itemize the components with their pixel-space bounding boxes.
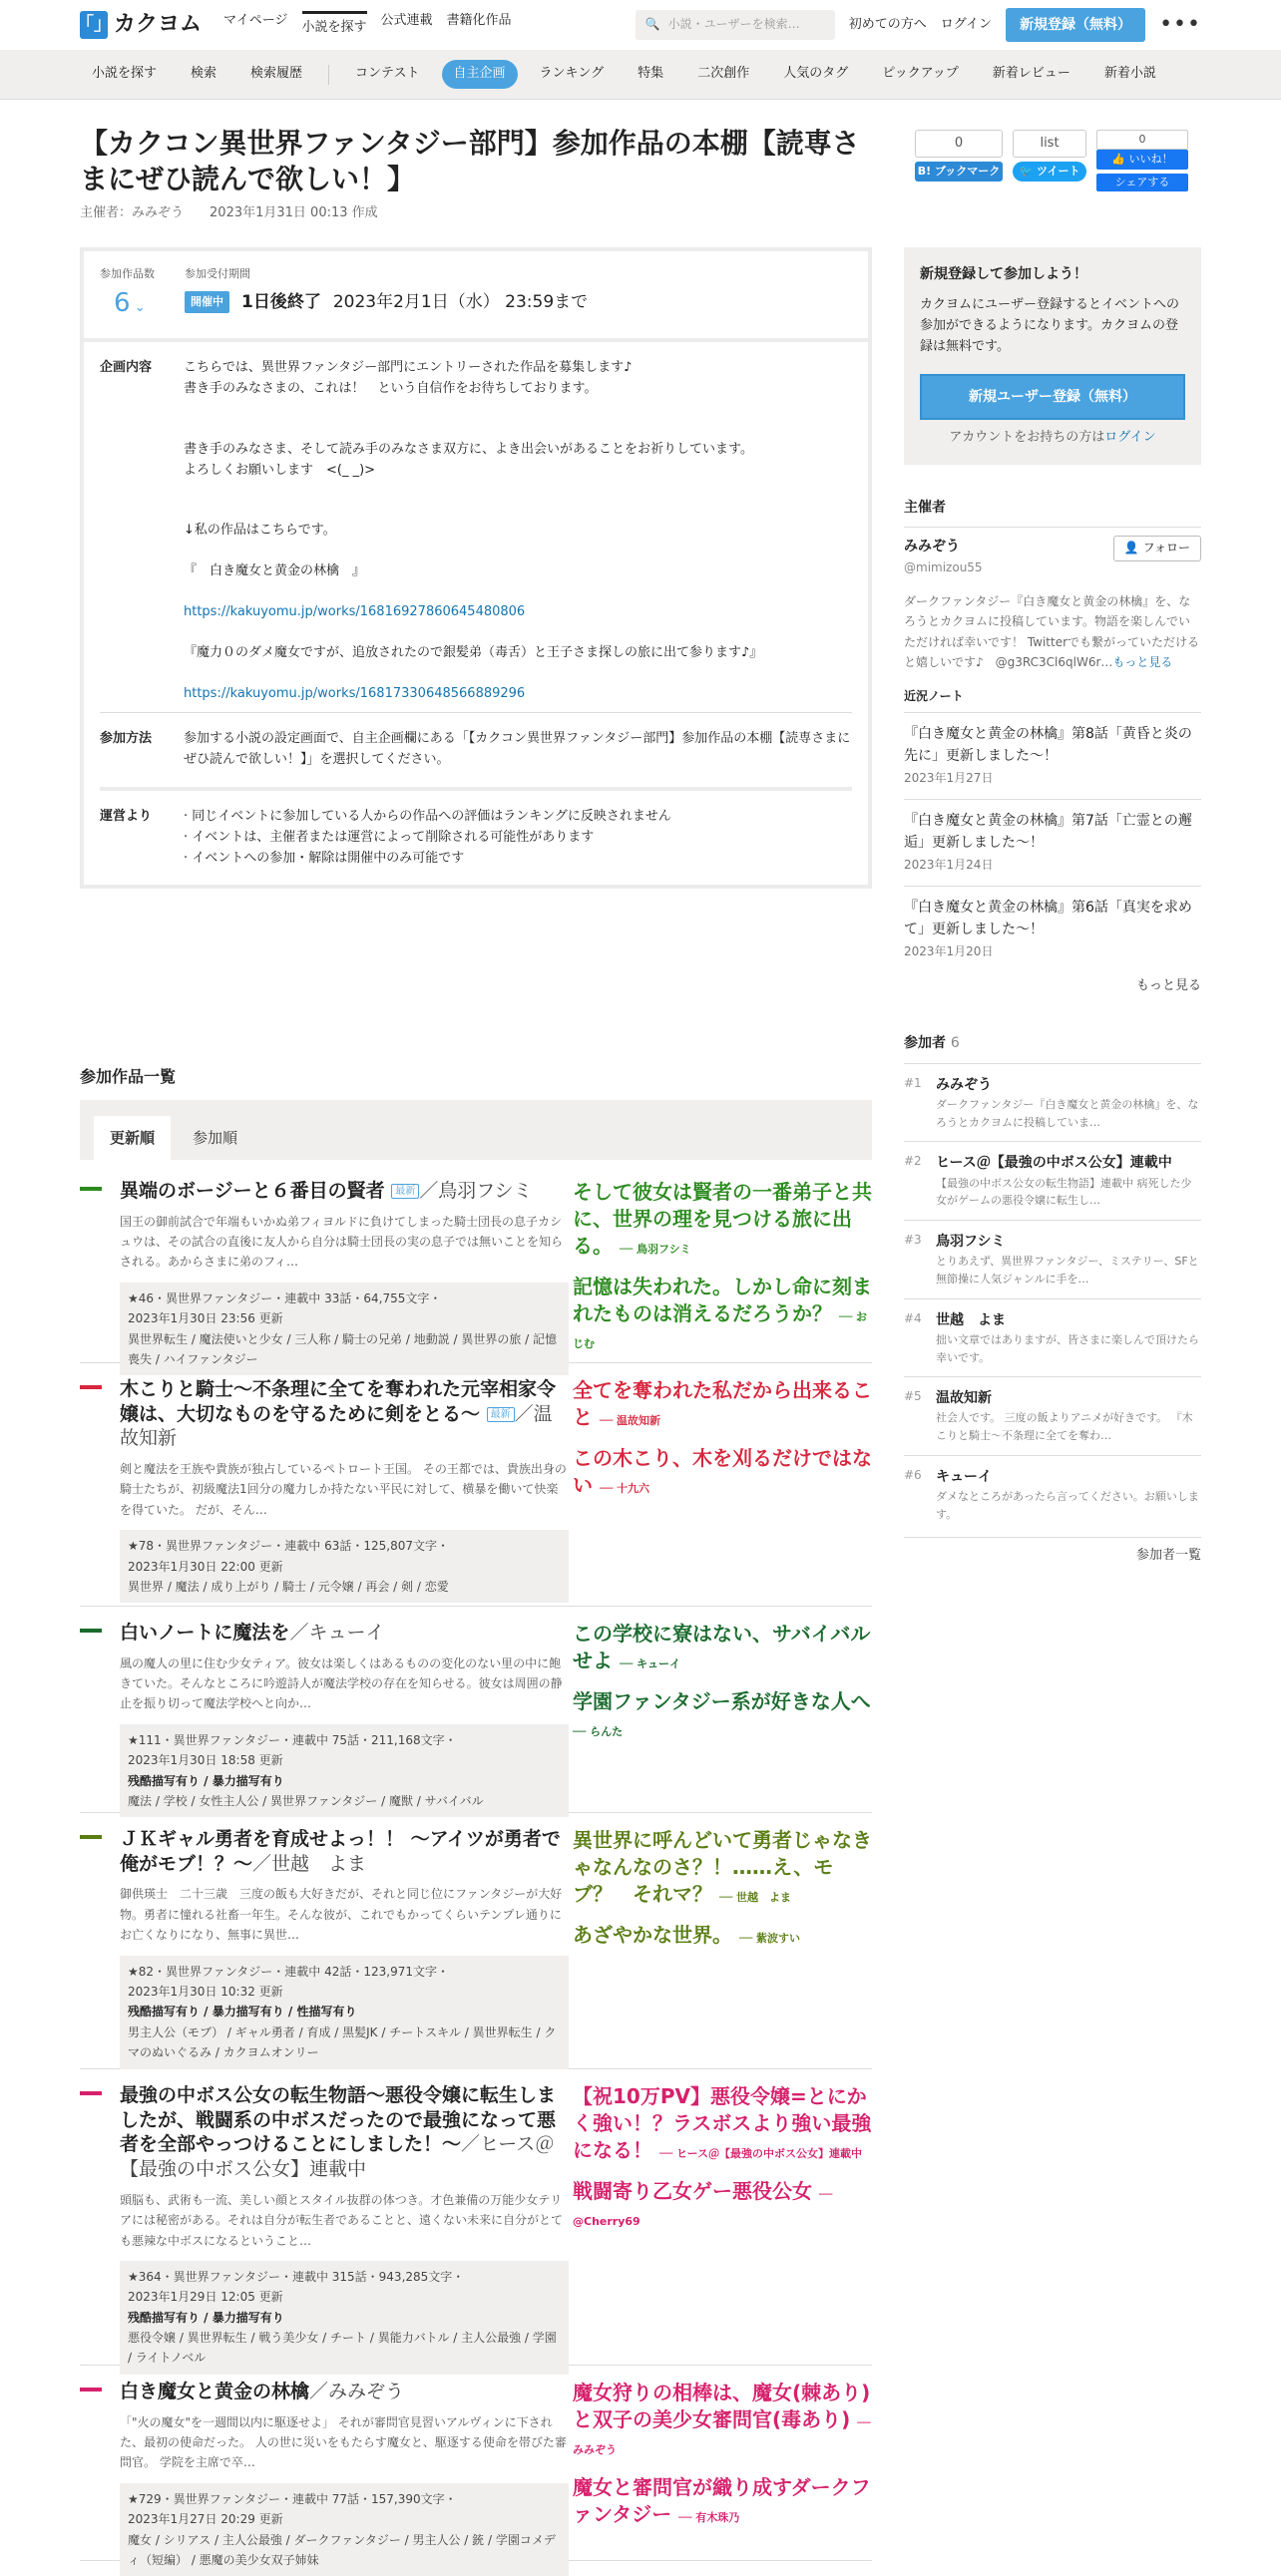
review-author: ── キューイ <box>619 1657 681 1670</box>
participant-bio: とりあえず、異世界ファンタジー、ミステリー、SFと無節操に人気ジャンルに手を… <box>936 1255 1199 1286</box>
work-flags: 残酷描写有り / 暴力描写有り <box>128 1773 284 1788</box>
works-list-heading: 参加作品一覧 <box>80 1067 177 1086</box>
work-stats: ★82・異世界ファンタジー・連載中 42話・123,971文字・ <box>128 1964 450 1979</box>
event-content <box>84 342 868 712</box>
subnav-explore[interactable]: 小説を探す <box>92 66 158 82</box>
participant-rank: #5 <box>904 1389 922 1404</box>
participant-bio: 【最強の中ボス公女の転生物語】連載中 病死した少女がゲームの悪役令嬢に転生し… <box>936 1176 1192 1208</box>
note-date: 2023年1月20日 <box>904 944 994 959</box>
content-line: ↓私の作品はこちらです。 <box>184 523 336 539</box>
review-text: 魔女狩りの相棒は、魔女(棘あり)と双子の美少女審問官(毒あり) <box>573 2381 871 2431</box>
participant-rank: #2 <box>904 1154 922 1169</box>
search-placeholder: 小説・ユーザーを検索… <box>667 17 800 32</box>
content-line <box>184 420 852 440</box>
review-author: ── 有木珠乃 <box>678 2511 740 2524</box>
fb-count: 0 <box>1096 130 1188 150</box>
subnav-contest[interactable]: コンテスト <box>355 66 420 82</box>
work-title-row <box>120 1827 569 1876</box>
participant-bio: 拙い文章ではありますが、皆さまに楽しんで頂けたら幸いです。 <box>936 1332 1199 1364</box>
subnav-tags[interactable]: 人気のタグ <box>783 66 849 82</box>
login-prompt <box>920 428 1185 449</box>
review-text: 戦闘寄り乙女ゲー悪役公女 <box>573 2179 812 2203</box>
logo-text: カクヨム <box>114 12 203 38</box>
work-title[interactable]: 白いノートに魔法を <box>120 1622 290 1644</box>
content-line: 『魔力０のダメ魔女ですが、追放されたので銀髪弟（毒舌）と王子さま探しの旅に出て参ります♪』 <box>184 644 763 660</box>
work-author[interactable]: ／温故知新 <box>120 1402 553 1450</box>
notes-heading: 近況ノート <box>904 688 964 703</box>
global-header <box>0 0 1281 50</box>
review-text: 【祝10万PV】悪役令嬢=とにかく強い！？ラスボスより強い最強になる！ <box>573 2084 872 2162</box>
fb-like-button[interactable] <box>1096 150 1188 170</box>
work-author[interactable]: ／鳥羽フシミ <box>419 1180 533 1202</box>
register-button[interactable]: 新規登録（無料） <box>1006 8 1145 42</box>
work-meta <box>120 1530 569 1603</box>
new-badge: 最新 <box>487 1407 515 1422</box>
work-color-bar <box>80 2388 102 2392</box>
signup-button[interactable]: 新規ユーザー登録（無料） <box>920 374 1185 420</box>
subnav-divider <box>328 65 329 85</box>
work-tags[interactable]: 男主人公（モブ） / ギャル勇者 / 育成 / 黒髪JK / チートスキル / 異世界転生 / クマのぬいぐるみ / カクヨムオンリー <box>128 2024 557 2060</box>
review-text: 魔女と審問官が織り成すダークファンタジー <box>573 2475 871 2526</box>
new-badge: 最新 <box>391 1184 419 1199</box>
chevron-down-icon[interactable]: ⌄ <box>134 299 146 315</box>
content-line: 書き手のみなさま、そして読み手のみなさま双方に、よき出会いがあることをお祈りしています。 <box>184 441 753 457</box>
howto-link[interactable]: 初めての方へ <box>848 16 927 32</box>
nav-search-novels[interactable]: 小説を探す <box>302 11 367 39</box>
note-date: 2023年1月27日 <box>904 771 994 786</box>
remaining-time: 1日後終了 <box>241 291 321 312</box>
work-flags: 残酷描写有り / 暴力描写有り / 性描写有り <box>128 2005 357 2020</box>
content-line <box>184 582 852 602</box>
content-line <box>184 623 852 643</box>
review-catchcopy[interactable] <box>573 1827 872 1908</box>
review-catchcopy[interactable] <box>573 1688 872 1742</box>
rule-item: · 同じイベントに参加している人からの作品への評価はランキングに反映されません <box>184 808 671 824</box>
participant-info <box>936 1466 1201 1524</box>
work-title[interactable]: 白き魔女と黄金の林檎 <box>120 2381 310 2402</box>
work-meta <box>120 2261 569 2375</box>
deadline: 2023年2月1日（水） 23:59まで <box>332 291 589 312</box>
work-title-row <box>120 1621 569 1646</box>
period-label: 参加受付期間 <box>185 267 250 280</box>
review-author: ── 紫波すい <box>738 1932 801 1945</box>
work-title-row <box>120 1179 569 1204</box>
work-reviews <box>573 1827 872 1963</box>
work-main <box>120 1377 569 1603</box>
page-meta <box>80 203 378 224</box>
event-rules <box>84 791 868 885</box>
method-text: 参加する小説の設定画面で、自主企画欄にある「【カクコン異世界ファンタジー部門】参加作品の本棚【読専さまにぜひ読んで欲しい！】」を選択してください。 <box>184 731 851 768</box>
work-description: 国王の御前試合で年端もいかぬ弟フィヨルドに負けてしまった騎士団長の息子カシュウは、その試合の直後に友人から自分は騎士団長の実の息子では無いことを知らされる。あからさまに弟のフィ… <box>120 1214 564 1270</box>
participant-bio: ダメなところがあったら言ってください。お願いします。 <box>936 1490 1199 1521</box>
header-nav <box>223 11 512 39</box>
work-reviews <box>573 1377 872 1513</box>
content-line <box>184 400 852 420</box>
fb-like-label: いいね！ <box>1128 153 1173 166</box>
nav-official[interactable]: 公式連載 <box>380 13 433 29</box>
tweet-label: ツイート <box>1037 165 1080 178</box>
content-line <box>184 501 852 521</box>
review-text: 学園ファンタジー系が好きな人へ <box>573 1689 871 1713</box>
work-main <box>120 2083 569 2375</box>
search-input[interactable] <box>636 10 835 40</box>
participants-count: 6 <box>950 1035 960 1052</box>
organizer-label: 主催者：みみぞう <box>80 205 185 220</box>
review-text: あざやかな世界。 <box>573 1923 732 1947</box>
review-author: ── 鳥羽フシミ <box>619 1243 691 1256</box>
cta-title: 新規登録して参加しよう！ <box>920 266 1087 282</box>
note-date: 2023年1月24日 <box>904 858 994 873</box>
organizer-id: @mimizou55 <box>904 559 983 574</box>
work-reviews <box>573 1621 872 1756</box>
participant-info <box>936 1309 1201 1367</box>
status-badge: 開催中 <box>185 291 229 313</box>
fb-share-button[interactable]: シェアする <box>1096 174 1188 191</box>
work-stats: ★364・異世界ファンタジー・連載中 315話・943,285文字・ <box>128 2269 465 2284</box>
signup-cta <box>904 247 1201 465</box>
note-title: 『白き魔女と黄金の林檎』第7話「亡霊との邂逅」更新しました～！ <box>904 812 1192 852</box>
event-method <box>100 712 852 791</box>
review-text: この学校に寮はない、サバイバルせよ <box>573 1622 871 1672</box>
work-url-link[interactable]: https://kakuyomu.jp/works/16817330648566889296 <box>184 685 526 701</box>
note-item[interactable] <box>904 886 1201 972</box>
subnav-new-reviews[interactable]: 新着レビュー <box>992 66 1070 82</box>
work-item <box>80 1813 872 2069</box>
work-updated: 2023年1月30日 18:58 更新 <box>128 1753 283 1768</box>
work-description: 御供瑛士 二十三歳 三度の飯も大好きだが、それと同じ位にファンタジーが大好物。勇者に憧れる社畜一年生。そんな彼が、これでもかってくらいテンプレ通りにお亡くなりになり、無事に異世… <box>120 1887 563 1943</box>
work-tags[interactable]: 異世界転生 / 魔法使いと少女 / 三人称 / 騎士の兄弟 / 地動説 / 異世界の旅 / 記憶喪失 / ハイファンタジー <box>128 1331 558 1367</box>
subnav-search[interactable]: 検索 <box>191 66 217 82</box>
rule-item: · イベントへの参加・解除は開催中のみ可能です <box>184 850 465 866</box>
bio-text: ダークファンタジー『白き魔女と黄金の林檎』を、なろうとカクヨムに投稿しています。物語を楽しんでいただければ幸いです！ Twitterでも繋がっていただけると嬉しいです♪ @g3RC3Cl6qlW6r… <box>904 593 1200 670</box>
follow-button[interactable] <box>1113 536 1201 560</box>
review-text: この木こり、木を刈るだけではない <box>573 1446 872 1497</box>
work-meta <box>120 2483 569 2576</box>
work-title-row <box>120 2083 569 2182</box>
page-title: 【カクコン異世界ファンタジー部門】参加作品の本棚【読専さまにぜひ読んで欲しい！】 <box>80 127 860 196</box>
work-stats: ★111・異世界ファンタジー・連載中 75話・211,168文字・ <box>128 1732 457 1747</box>
work-author[interactable]: ／ヒース＠【最強の中ボス公女】連載中 <box>120 2133 555 2181</box>
work-item <box>80 2366 872 2568</box>
hatena-count: 0 <box>915 130 1003 158</box>
participant-rank: #1 <box>904 1075 922 1090</box>
review-text: 全てを奪われた私だから出来ること <box>573 1378 872 1429</box>
participant-info <box>936 1074 1201 1132</box>
work-title[interactable]: ＪＫギャル勇者を育成せよっ！！ ～アイツが勇者で俺がモブ！？～ <box>120 1828 561 1875</box>
work-flags: 残酷描写有り / 暴力描写有り <box>128 2310 284 2325</box>
cta-text: カクヨムにユーザー登録するとイベントへの参加ができるようになります。カクヨムの登録は無料です。 <box>920 297 1180 354</box>
review-text: 記憶は失われた。しかし命に刻まれたものは消えるだろうか？ <box>573 1275 872 1325</box>
nav-books[interactable]: 書籍化作品 <box>446 13 512 29</box>
event-panel <box>80 247 872 889</box>
subnav-user-events[interactable]: 自主企画 <box>442 60 518 89</box>
participant-bio: 社会人です。 三度の飯よりアニメが好きです。 『木こりと騎士〜不条理に全てを奪わ… <box>936 1411 1193 1443</box>
participant-bio: ダークファンタジー『白き魔女と黄金の林檎』を、なろうとカクヨムに投稿していま… <box>936 1098 1199 1129</box>
note-item[interactable] <box>904 712 1201 799</box>
rule-item: · イベントは、主催者または運営によって削除される可能性があります <box>184 829 595 845</box>
work-meta <box>120 1283 569 1376</box>
event-summary <box>84 251 868 342</box>
hatena-bookmark-button[interactable]: B! ブックマーク <box>915 162 1003 182</box>
work-color-bar <box>80 2091 102 2095</box>
review-author: ── みみぞう <box>573 2416 871 2456</box>
review-text: そして彼女は賢者の一番弟子と共に、世界の理を見つける旅に出る。 <box>573 1180 872 1258</box>
all-participants-link[interactable]: 参加者一覧 <box>904 1537 1201 1567</box>
review-catchcopy[interactable] <box>573 2474 872 2528</box>
work-main <box>120 1621 569 1817</box>
works-tabs <box>80 1100 872 1160</box>
work-reviews <box>573 2083 872 2246</box>
created-date: 2023年1月31日 00:13 作成 <box>210 205 378 220</box>
review-catchcopy[interactable] <box>573 2380 872 2460</box>
work-item <box>80 1165 872 1367</box>
participant-info <box>936 1387 1201 1445</box>
participant-item[interactable] <box>904 1298 1201 1377</box>
organizer-heading: 主催者 <box>904 499 946 516</box>
subnav-pickup[interactable]: ピックアップ <box>882 66 959 82</box>
participant-info <box>936 1152 1201 1210</box>
participant-info <box>936 1231 1201 1288</box>
work-title[interactable]: 木こりと騎士〜不条理に全てを奪われた元宰相家令嬢は、大切なものを守るために剣をとる〜 <box>120 1378 557 1425</box>
work-color-bar <box>80 1187 102 1191</box>
review-author: ── 十九六 <box>599 1482 650 1495</box>
participant-name: ヒース＠【最強の中ボス公女】連載中 <box>936 1155 1172 1172</box>
work-color-bar <box>80 1385 102 1389</box>
work-title-row <box>120 1377 569 1451</box>
work-author[interactable]: ／世越 よま <box>252 1852 367 1875</box>
work-tags[interactable]: 魔女 / シリアス / 主人公最強 / ダークファンタジー / 男主人公 / 銃 / 学園コメディ（短編） / 悪魔の美少女双子姉妹 <box>128 2532 556 2568</box>
subnav-fanfic[interactable]: 二次創作 <box>697 66 750 82</box>
tweet-count: list <box>1013 130 1086 158</box>
search-icon: 🔍 <box>644 17 660 32</box>
subnav-ranking[interactable]: ランキング <box>539 66 605 82</box>
sidebar-login-link[interactable]: ログイン <box>1104 430 1156 446</box>
review-catchcopy[interactable] <box>573 1621 872 1674</box>
work-reviews <box>573 1179 872 1368</box>
login-prefix: アカウントをお持ちの方は <box>949 430 1105 446</box>
bio-more-link[interactable]: もっと見る <box>1112 655 1173 670</box>
work-description: 剣と魔法を王族や貴族が独占しているペトロート王国。 その王都では、貴族出身の騎士たちが、初級魔法1回分の魔力しか持たない平民に対して、横暴を働いて快楽を得ていた。 だが、そん… <box>120 1462 567 1517</box>
work-updated: 2023年1月30日 22:00 更新 <box>128 1559 283 1574</box>
note-title: 『白き魔女と黄金の林檎』第6話「真実を求めて」更新しました～！ <box>904 899 1192 938</box>
organizer-bio <box>904 591 1201 673</box>
review-catchcopy[interactable] <box>573 1274 872 1354</box>
organizer-name[interactable]: みみぞう <box>904 539 960 555</box>
review-catchcopy[interactable] <box>573 2178 872 2232</box>
tab-joined[interactable]: 参加順 <box>193 1129 238 1147</box>
note-title: 『白き魔女と黄金の林檎』第8話「黄昏と炎の先に」更新しました～！ <box>904 725 1192 765</box>
work-tags[interactable]: 悪役令嬢 / 異世界転生 / 戦う美少女 / チート / 異能力バトル / 主人公最強 / 学園 / ライトノベル <box>128 2331 557 2366</box>
review-catchcopy[interactable] <box>573 1445 872 1499</box>
work-item <box>80 1363 872 1607</box>
organizer-card <box>904 527 1201 996</box>
participants-list <box>904 1063 1201 1533</box>
work-tags[interactable]: 異世界 / 魔法 / 成り上がり / 騎士 / 元令嬢 / 再会 / 剣 / 恋愛 <box>128 1580 449 1595</box>
review-author: ── 世越 よま <box>718 1891 792 1904</box>
work-main <box>120 2380 569 2576</box>
work-reviews <box>573 2380 872 2542</box>
work-updated: 2023年1月30日 10:32 更新 <box>128 1984 283 1999</box>
work-stats: ★46・異世界ファンタジー・連載中 33話・64,755文字・ <box>128 1290 442 1305</box>
review-author: ── らんた <box>573 1725 624 1738</box>
participant-item[interactable] <box>904 1063 1201 1142</box>
content-line: 『 白き魔女と黄金の林檎 』 <box>184 563 366 579</box>
participants-heading <box>904 1032 1201 1054</box>
user-plus-icon: 👤 <box>1123 541 1139 555</box>
content-label: 企画内容 <box>100 360 153 376</box>
participant-name: キューイ <box>936 1468 992 1485</box>
participant-name: みみぞう <box>936 1076 992 1093</box>
content-line <box>184 481 852 501</box>
kakuyomu-logo[interactable] <box>76 7 203 42</box>
work-description: 風の魔人の里に住む少女ティア。彼女は楽しくはあるものの変化のない里の中に飽きていた。そんなところに吟遊詩人が魔法学校の存在を知らせる。彼女は周囲の静止を振り切って魔法学校へと向か… <box>120 1656 563 1711</box>
thumbs-up-icon: 👍 <box>1111 153 1126 166</box>
content-body <box>184 358 852 704</box>
count-label: 参加作品数 <box>100 267 155 280</box>
review-author: ── @Cherry69 <box>573 2188 833 2228</box>
more-menu-icon[interactable]: ••• <box>1159 12 1201 38</box>
work-description: 「"火の魔女"を一週間以内に駆逐せよ」 それが審問官見習いアルヴィンに下された、最初の使命だった。 人の世に災いをもたらす魔女と、駆逐する使命を帯びた審問官。 学院を主席で卒… <box>120 2414 567 2470</box>
content-line: よろしくお願いします <(_ _)> <box>184 462 376 478</box>
work-author[interactable]: ／みみぞう <box>309 2381 405 2402</box>
work-updated: 2023年1月27日 20:29 更新 <box>128 2512 283 2527</box>
work-url-link[interactable]: https://kakuyomu.jp/works/16816927860645480806 <box>184 603 526 619</box>
subnav-history[interactable]: 検索履歴 <box>250 66 303 82</box>
subnav-feature[interactable]: 特集 <box>638 66 664 82</box>
work-meta <box>120 1956 569 2069</box>
work-color-bar <box>80 1629 102 1633</box>
review-author: ── ヒース＠【最強の中ボス公女】連載中 <box>658 2147 863 2160</box>
review-author: ── 温故知新 <box>599 1414 661 1427</box>
note-item[interactable] <box>904 799 1201 886</box>
login-link[interactable]: ログイン <box>940 16 993 32</box>
work-stats: ★78・異世界ファンタジー・連載中 63話・125,807文字・ <box>128 1539 450 1554</box>
rule-text: イベントは、主催者または運営によって削除される可能性があります <box>192 829 595 845</box>
method-label: 参加方法 <box>100 731 153 747</box>
sidebar <box>904 247 1201 1567</box>
work-title[interactable]: 異端のボージーと６番目の賢者 <box>120 1180 385 1202</box>
review-catchcopy[interactable] <box>573 1179 872 1260</box>
subnav-new-novels[interactable]: 新着小説 <box>1103 66 1156 82</box>
sub-nav <box>0 50 1281 100</box>
content-line: こちらでは、異世界ファンタジー部門にエントリーされた作品を募集します♪ <box>184 360 633 376</box>
work-updated: 2023年1月29日 12:05 更新 <box>128 2290 283 2305</box>
work-meta <box>120 1724 569 1818</box>
participant-rank: #3 <box>904 1232 922 1247</box>
work-stats: ★729・異世界ファンタジー・連載中 77話・157,390文字・ <box>128 2491 457 2506</box>
participant-name: 鳥羽フシミ <box>936 1233 1006 1250</box>
content-line: 書き手のみなさまの、これは！ という自信作をお待ちしております。 <box>184 380 598 396</box>
work-item <box>80 1607 872 1813</box>
tab-updated[interactable]: 更新順 <box>94 1116 171 1160</box>
content-line <box>184 664 852 684</box>
rule-text: 同じイベントに参加している人からの作品への評価はランキングに反映されません <box>192 808 671 824</box>
participant-item[interactable] <box>904 1455 1201 1534</box>
notes-list <box>904 712 1201 972</box>
notes-more-link[interactable]: もっと見る <box>1135 977 1201 993</box>
work-tags[interactable]: 魔法 / 学校 / 女性主人公 / 異世界ファンタジー / 魔獣 / サバイバル <box>128 1794 484 1809</box>
content-line <box>184 542 852 561</box>
work-updated: 2023年1月30日 23:56 更新 <box>128 1311 283 1326</box>
entry-count[interactable]: 6 <box>114 287 131 318</box>
participant-name: 世越 よま <box>936 1311 1006 1328</box>
review-catchcopy[interactable] <box>573 2083 872 2164</box>
participant-rank: #4 <box>904 1310 922 1325</box>
participants-label: 参加者 <box>904 1035 946 1052</box>
work-description: 頭脳も、武術も一流、美しい顔とスタイル抜群の体つき。才色兼備の万能少女テリアには秘密がある。それは自分が転生者であることと、遠くない未来に自分がとても悪辣な中ボスになるということ… <box>120 2192 564 2248</box>
participant-rank: #6 <box>904 1467 922 1482</box>
review-author: ── おじむ <box>573 1310 868 1350</box>
participant-item[interactable] <box>904 1376 1201 1455</box>
work-main <box>120 1827 569 2069</box>
participant-name: 温故知新 <box>936 1390 992 1407</box>
rule-text: イベントへの参加・解除は開催中のみ可能です <box>192 850 465 866</box>
work-color-bar <box>80 1835 102 1839</box>
nav-mypage[interactable]: マイページ <box>223 13 288 29</box>
work-item <box>80 2069 872 2366</box>
review-text: 異世界に呼んどいて勇者じゃなきゃなんなのさ？！……え、モブ？ それマ？ <box>573 1828 872 1906</box>
share-buttons <box>915 130 1188 191</box>
review-catchcopy[interactable] <box>573 1377 872 1431</box>
work-title-row <box>120 2380 569 2404</box>
work-author[interactable]: ／キューイ <box>289 1622 385 1644</box>
logo-mark-icon: 「」 <box>80 11 108 39</box>
participant-item[interactable] <box>904 1141 1201 1220</box>
participant-item[interactable] <box>904 1220 1201 1298</box>
tweet-button[interactable] <box>1013 162 1086 182</box>
rules-label: 運営より <box>100 808 153 824</box>
follow-label: フォロー <box>1142 541 1190 555</box>
twitter-icon: 🐦 <box>1019 165 1034 178</box>
review-catchcopy[interactable] <box>573 1922 872 1949</box>
work-title[interactable]: 最強の中ボス公女の転生物語～悪役令嬢に転生しましたが、戦闘系の中ボスだったので最強になって悪者を全部やっつけることにしました！～ <box>120 2084 557 2156</box>
work-main <box>120 1179 569 1375</box>
